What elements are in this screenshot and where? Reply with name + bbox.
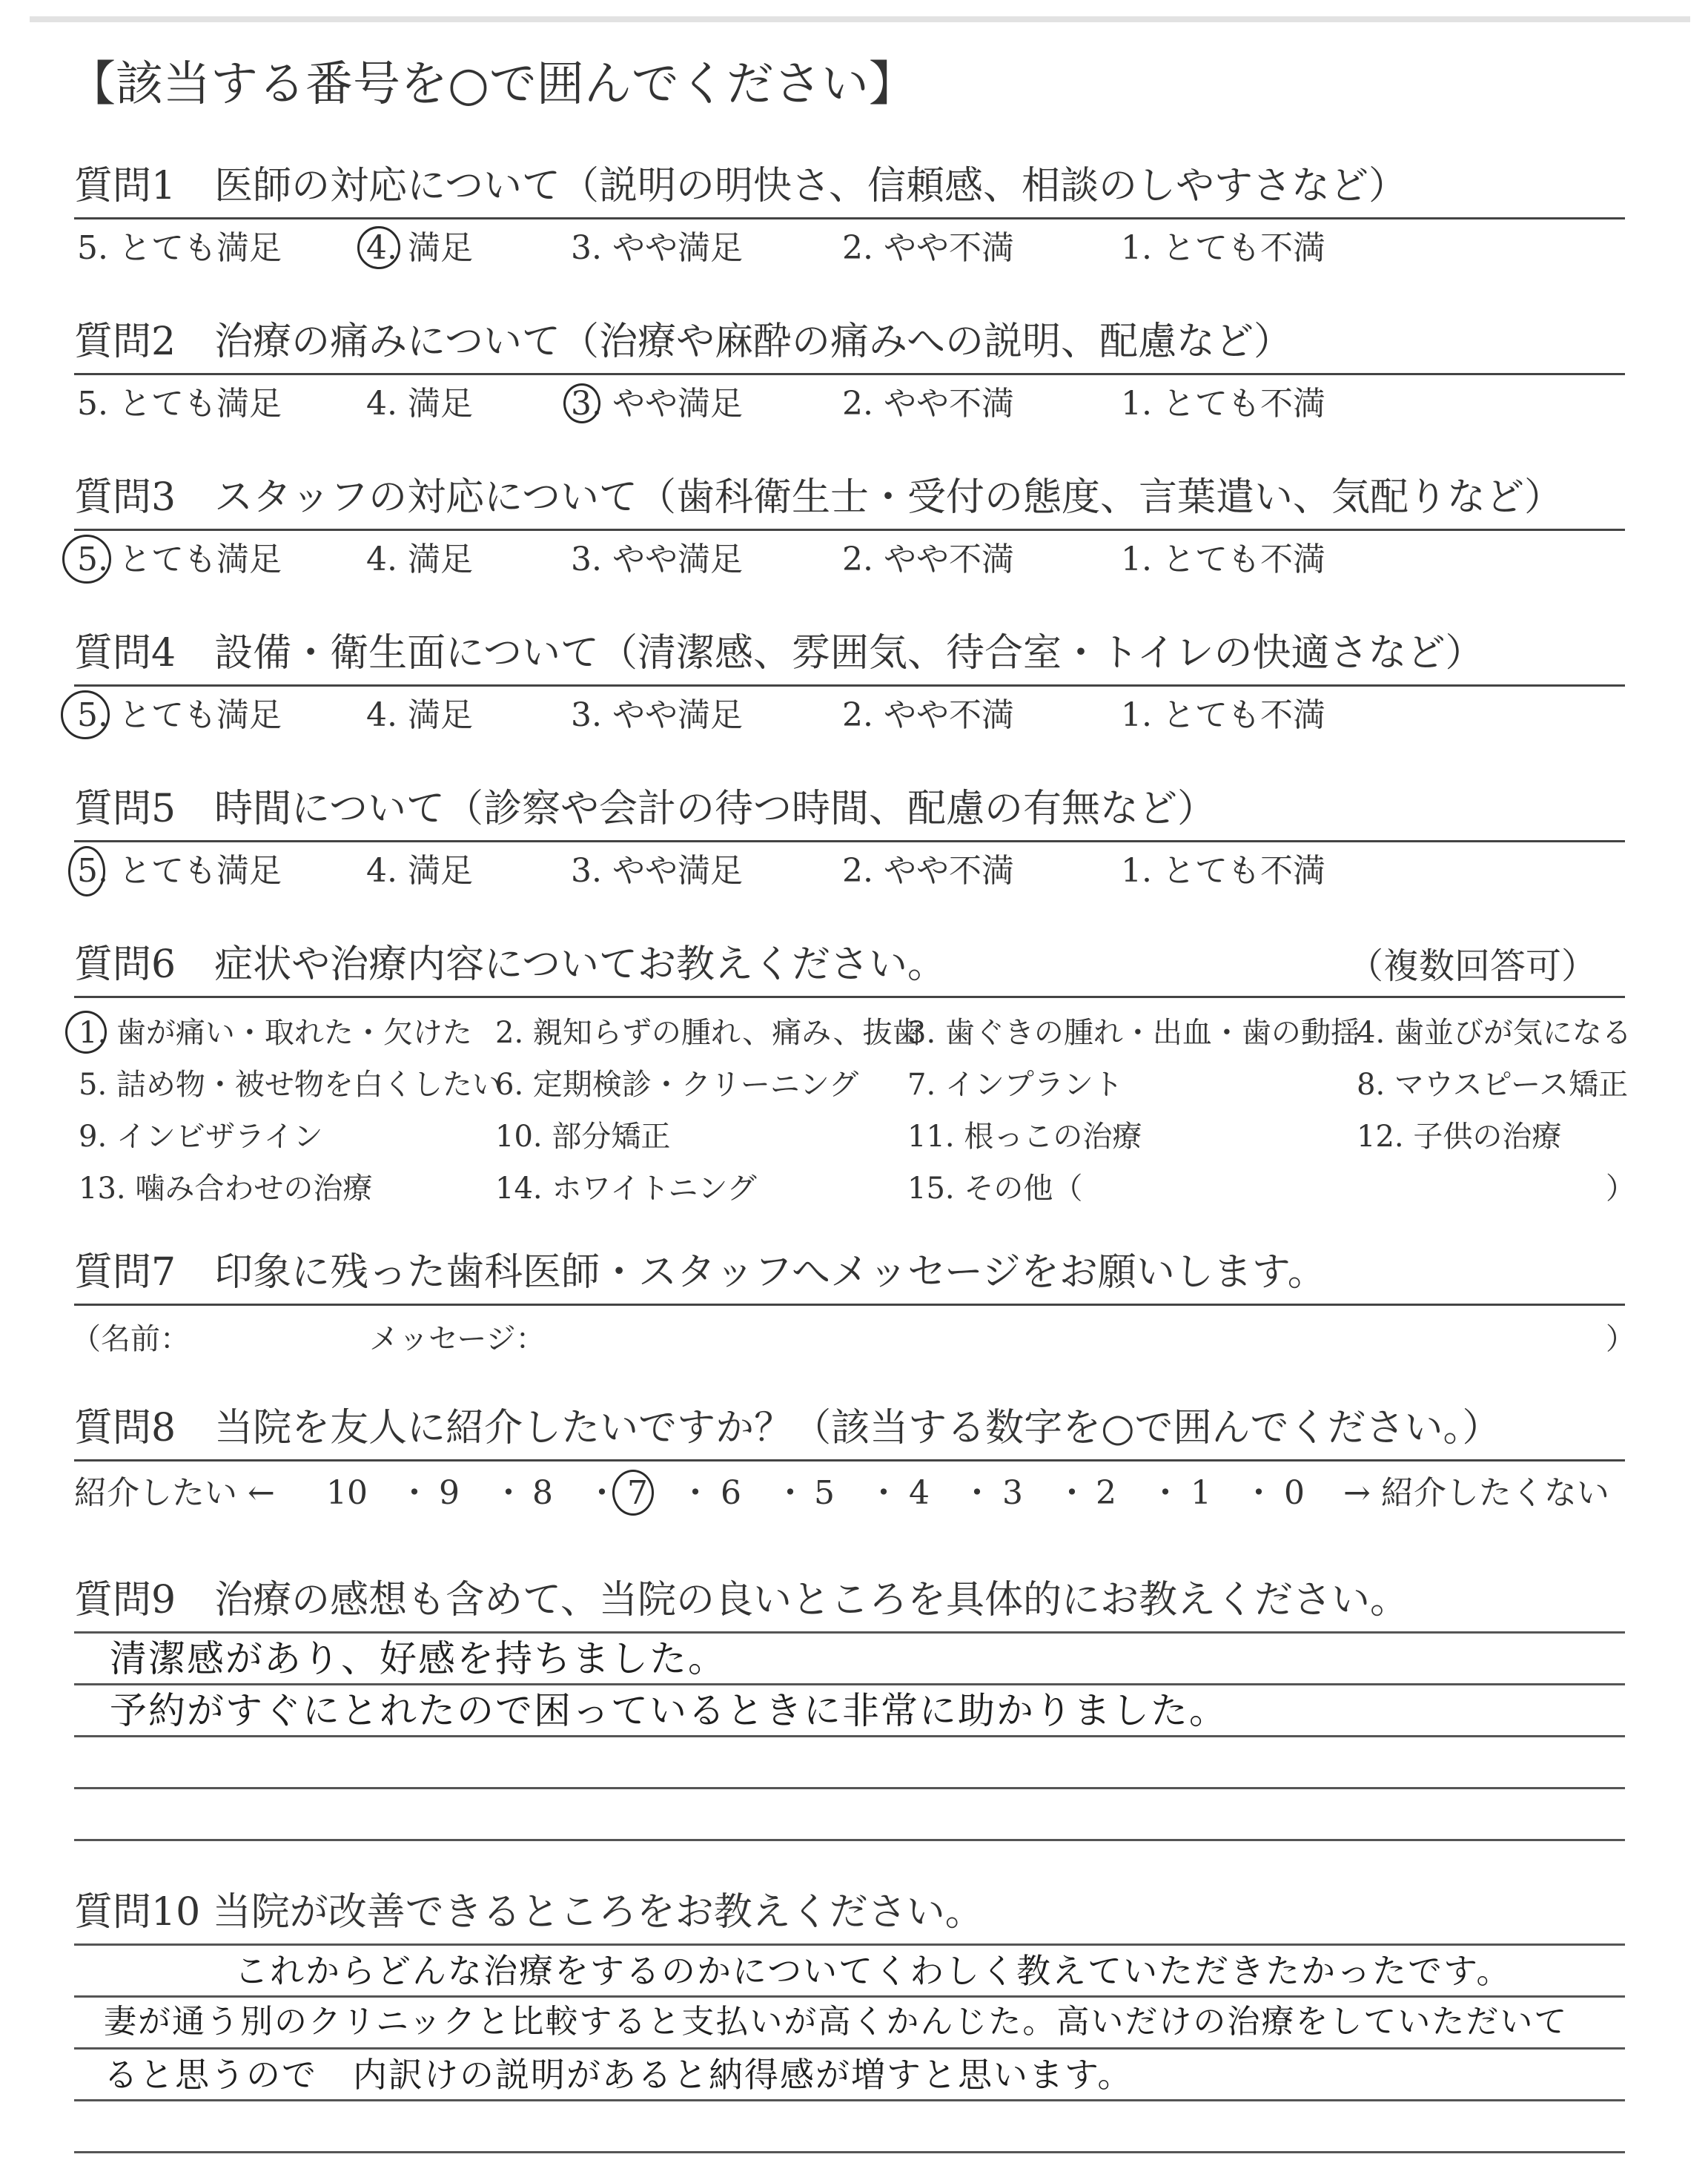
q10-answer-text-1: これからどんな治療をするのかについてくわしく教えていただきたかったです。 — [234, 1951, 1512, 1991]
q2-option-2[interactable]: 2. やや不満 — [842, 385, 1014, 423]
q5-option-1[interactable]: 1. とても不満 — [1121, 852, 1325, 890]
q4-option-4[interactable]: 4. 満足 — [366, 696, 473, 734]
q5-option-4[interactable]: 4. 満足 — [366, 852, 473, 890]
q6-option-14[interactable]: 14. ホワイトニング — [495, 1172, 757, 1206]
q4-option-2[interactable]: 2. やや不満 — [842, 696, 1014, 734]
question-4-title: 質問4 設備・衛生面について（清潔感、雰囲気、待合室・トイレの快適さなど） — [74, 631, 1484, 676]
q7-name-label: （名前： — [71, 1322, 190, 1356]
question-2-title: 質問2 治療の痛みについて（治療や麻酔の痛みへの説明、配慮など） — [74, 320, 1293, 364]
q8-sep: ・ — [398, 1474, 431, 1512]
q3-option-3[interactable]: 3. やや満足 — [571, 541, 743, 578]
question-4-rule — [74, 684, 1625, 687]
question-10-title: 質問10 当院が改善できるところをお教えください。 — [74, 1890, 984, 1935]
question-8-rule — [74, 1459, 1625, 1462]
question-6-rule — [74, 996, 1625, 998]
q6-option-5[interactable]: 5. 詰め物・被せ物を白くしたい — [79, 1068, 502, 1102]
q2-option-5[interactable]: 5. とても満足 — [77, 385, 282, 423]
q8-score-1[interactable]: 1 — [1191, 1474, 1211, 1512]
q5-option-3[interactable]: 3. やや満足 — [571, 852, 743, 890]
question-6-title: 質問6 症状や治療内容についてお教えください。 — [74, 942, 947, 987]
question-1-title: 質問1 医師の対応について（説明の明快さ、信頼感、相談のしやすさなど） — [74, 164, 1407, 208]
q6-option-11[interactable]: 11. 根っこの治療 — [907, 1120, 1142, 1154]
q8-sep: ・ — [492, 1474, 525, 1512]
page-top-edge — [30, 16, 1690, 22]
q3-option-1[interactable]: 1. とても不満 — [1121, 541, 1325, 578]
q6-option-13[interactable]: 13. 噛み合わせの治療 — [79, 1172, 373, 1206]
q2-option-4[interactable]: 4. 満足 — [366, 385, 473, 423]
question-5-title: 質問5 時間について（診察や会計の待つ時間、配慮の有無など） — [74, 787, 1217, 831]
q8-score-5[interactable]: 5 — [814, 1474, 835, 1512]
q7-close: ） — [1606, 1322, 1635, 1356]
q8-left-label: 紹介したい ← — [74, 1474, 275, 1512]
q2-selection-circle — [563, 383, 600, 423]
q1-selection-circle — [357, 226, 400, 269]
q10-answer-text-2: 妻が通う別のクリニックと比較すると支払いが高くかんじた。高いだけの治療をしていただいて — [104, 2003, 1569, 2041]
q8-score-2[interactable]: 2 — [1096, 1474, 1116, 1512]
q4-option-5[interactable]: 5. とても満足 — [77, 696, 282, 734]
q1-option-1[interactable]: 1. とても不満 — [1121, 229, 1325, 267]
q8-score-8[interactable]: 8 — [532, 1474, 553, 1512]
q2-option-1[interactable]: 1. とても不満 — [1121, 385, 1325, 423]
question-1-rule — [74, 217, 1625, 219]
q8-right-label: → 紹介したくない — [1343, 1474, 1609, 1512]
q8-score-10[interactable]: 10 — [326, 1474, 368, 1512]
q5-option-2[interactable]: 2. やや不満 — [842, 852, 1014, 890]
q6-selection-circle — [65, 1011, 107, 1054]
q9-answer-line — [74, 1735, 1625, 1737]
q6-option-10[interactable]: 10. 部分矯正 — [495, 1120, 671, 1154]
q9-answer-line — [74, 1787, 1625, 1789]
q8-score-4[interactable]: 4 — [909, 1474, 930, 1512]
q6-option-3[interactable]: 3. 歯ぐきの腫れ・出血・歯の動揺 — [907, 1016, 1360, 1050]
q9-answer-line — [74, 1683, 1625, 1685]
q4-option-1[interactable]: 1. とても不満 — [1121, 696, 1325, 734]
q6-option-8[interactable]: 8. マウスピース矯正 — [1357, 1068, 1629, 1102]
q6-option-15-close: ） — [1606, 1172, 1635, 1206]
q8-sep: ・ — [1242, 1474, 1275, 1512]
question-2-rule — [74, 373, 1625, 375]
q10-answer-line — [74, 2099, 1625, 2101]
q8-sep: ・ — [586, 1474, 618, 1512]
q8-score-7[interactable]: 7 — [627, 1474, 648, 1512]
q1-option-3[interactable]: 3. やや満足 — [571, 229, 743, 267]
q8-score-9[interactable]: 9 — [439, 1474, 460, 1512]
q6-option-6[interactable]: 6. 定期検診・クリーニング — [495, 1068, 859, 1102]
q10-answer-line — [74, 1995, 1625, 1998]
q8-sep: ・ — [867, 1474, 900, 1512]
q8-sep: ・ — [1149, 1474, 1182, 1512]
q10-answer-line — [74, 2151, 1625, 2153]
q10-answer-line — [74, 1943, 1625, 1946]
q9-answer-line — [74, 1839, 1625, 1841]
question-3-rule — [74, 529, 1625, 531]
q3-selection-circle — [62, 535, 111, 584]
q8-score-0[interactable]: 0 — [1284, 1474, 1305, 1512]
question-9-title: 質問9 治療の感想も含めて、当院の良いところを具体的にお教えください。 — [74, 1578, 1409, 1622]
q6-option-1[interactable]: 1. 歯が痛い・取れた・欠けた — [79, 1016, 472, 1050]
q9-answer-line — [74, 1631, 1625, 1634]
q9-answer-text-1: 清潔感があり、好感を持ちました。 — [110, 1637, 726, 1680]
q6-option-7[interactable]: 7. インプラント — [907, 1068, 1123, 1102]
q10-answer-text-3: ると思うので 内訳けの説明があると納得感が増すと思います。 — [104, 2055, 1133, 2095]
q1-option-5[interactable]: 5. とても満足 — [77, 229, 282, 267]
q5-selection-circle — [68, 846, 105, 896]
q4-option-3[interactable]: 3. やや満足 — [571, 696, 743, 734]
q6-option-12[interactable]: 12. 子供の治療 — [1357, 1120, 1562, 1154]
q8-sep: ・ — [961, 1474, 993, 1512]
q8-score-6[interactable]: 6 — [721, 1474, 741, 1512]
q9-answer-text-2: 予約がすぐにとれたので困っているときに非常に助かりました。 — [110, 1689, 1228, 1732]
q3-option-4[interactable]: 4. 満足 — [366, 541, 473, 578]
q4-selection-circle — [61, 690, 110, 739]
q1-option-4[interactable]: 4. 満足 — [366, 229, 473, 267]
question-7-rule — [74, 1304, 1625, 1306]
q8-sep: ・ — [774, 1474, 807, 1512]
q3-option-5[interactable]: 5. とても満足 — [77, 541, 282, 578]
q8-selection-circle — [612, 1470, 654, 1516]
q6-option-9[interactable]: 9. インビザライン — [79, 1120, 323, 1154]
q6-option-2[interactable]: 2. 親知らずの腫れ、痛み、抜歯 — [495, 1016, 922, 1050]
q6-option-15[interactable]: 15. その他（ — [907, 1172, 1083, 1206]
question-3-title: 質問3 スタッフの対応について（歯科衛生士・受付の態度、言葉遣い、気配りなど） — [74, 475, 1563, 520]
question-7-title: 質問7 印象に残った歯科医師・スタッフへメッセージをお願いします。 — [74, 1250, 1326, 1295]
q8-sep: ・ — [1056, 1474, 1088, 1512]
question-8-title: 質問8 当院を友人に紹介したいですか？（該当する数字を○で囲んでください。） — [74, 1406, 1501, 1450]
q2-option-3[interactable]: 3. やや満足 — [571, 385, 743, 423]
q10-answer-line — [74, 2047, 1625, 2050]
question-5-rule — [74, 840, 1625, 842]
q5-option-5[interactable]: 5. とても満足 — [77, 852, 282, 890]
q8-score-3[interactable]: 3 — [1002, 1474, 1023, 1512]
q8-sep: ・ — [679, 1474, 712, 1512]
form-header: 【該当する番号を○で囲んでください】 — [68, 57, 916, 112]
question-6-note: （複数回答可） — [1348, 945, 1598, 987]
q7-message-label: メッセージ： — [369, 1322, 546, 1356]
q6-option-4[interactable]: 4. 歯並びが気になる — [1357, 1016, 1632, 1050]
q1-option-2[interactable]: 2. やや不満 — [842, 229, 1014, 267]
q3-option-2[interactable]: 2. やや不満 — [842, 541, 1014, 578]
